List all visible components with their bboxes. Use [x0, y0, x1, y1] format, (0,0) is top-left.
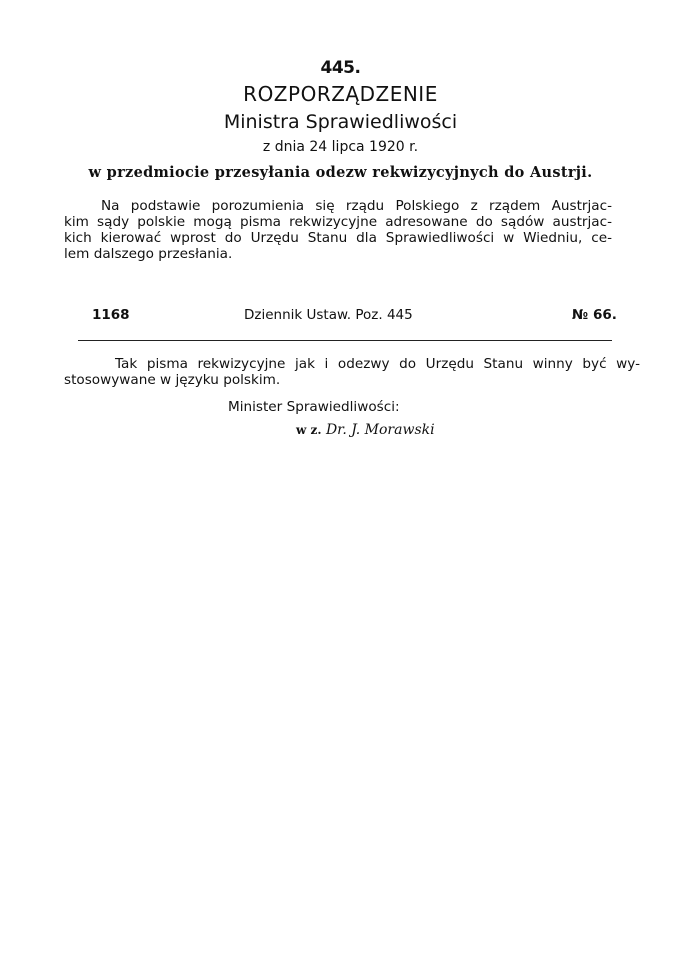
paragraph-line: kich kierować wprost do Urzędu Stanu dla Sprawiedliwości w Wiedniu, ce- — [64, 230, 612, 246]
document-title: ROZPORZĄDZENIE — [243, 82, 438, 106]
paragraph-line: stosowywane w języku polskim. — [64, 372, 281, 388]
issue-date: z dnia 24 lipca 1920 r. — [262, 139, 419, 155]
paragraph-line: Tak pisma rekwizycyjne jak i odezwy do Urzędu Stanu winny być wy- — [115, 356, 640, 372]
signature-name: Dr. J. Morawski — [325, 422, 435, 438]
act-number: 445. — [320, 58, 361, 78]
paragraph-line: Na podstawie porozumienia się rządu Polskiego z rządem Austrjac- — [101, 198, 612, 214]
signatory-role: Minister Sprawiedliwości: — [228, 399, 400, 415]
page-number: 1168 — [92, 307, 130, 323]
signature-prefix: w z. — [296, 423, 322, 437]
issue-number: № 66. — [572, 307, 617, 323]
signature — [296, 422, 435, 438]
paragraph-line: lem dalszego przesłania. — [64, 246, 233, 262]
journal-reference: Dziennik Ustaw. Poz. 445 — [244, 307, 413, 323]
issuer: Ministra Sprawiedliwości — [223, 111, 458, 133]
paragraph-line: kim sądy polskie mogą pisma rekwizycyjne adresowane do sądów austrjac- — [64, 214, 612, 230]
subject-line: w przedmiocie przesyłania odezw rekwizycyjnych do Austrji. — [88, 164, 593, 181]
header-rule — [78, 340, 612, 341]
